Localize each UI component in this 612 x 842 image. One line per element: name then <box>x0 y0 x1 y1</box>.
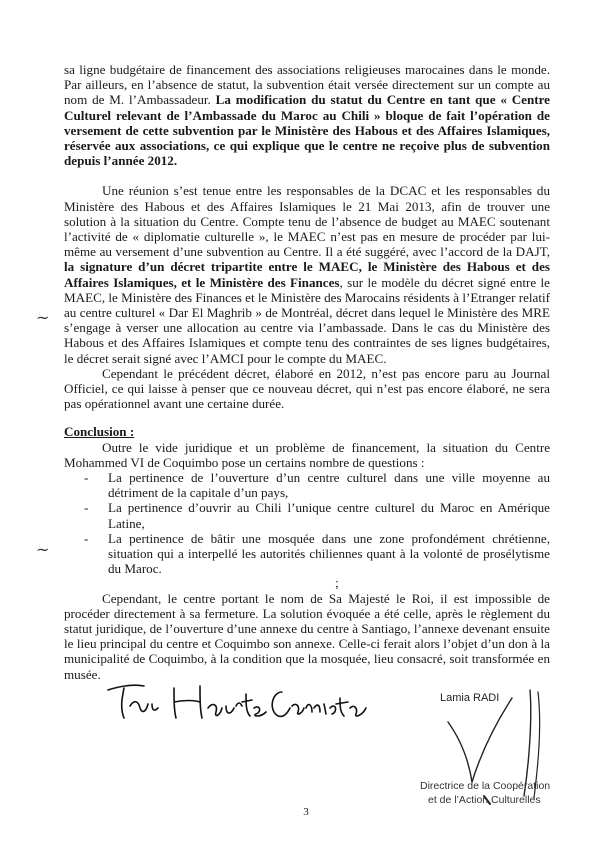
handwritten-signature <box>100 678 370 724</box>
page-number: 3 <box>303 806 309 818</box>
list-item-text: La pertinence de bâtir une mosquée dans une zone profondément chrétienne, situation qui a interpellé les autorités chiliennes quant à la volonté de prosélytisme du Maroc. <box>108 530 550 577</box>
signatory-title-line-1: Directrice de la Coopération <box>420 780 551 792</box>
list-item-text: La pertinence de l’ouverture d’un centre culturel dans une ville moyenne au détriment de la capitale d’un pays, <box>108 470 550 501</box>
list-item <box>64 531 550 577</box>
question-list <box>64 470 550 576</box>
paragraph-1 <box>64 62 550 168</box>
paragraph-4: Outre le vide juridique et un problème de financement, la situation du Centre Mohammed VI de Coquimbo pose un certains nombre de questions : <box>64 439 550 470</box>
list-item <box>64 500 550 530</box>
conclusion-heading: Conclusion : <box>64 424 135 440</box>
list-dash: - <box>84 470 89 486</box>
paragraph-2-text-end: , sur le modèle du décret signé entre le MAEC, le Ministère des Finances et le Ministère des Marocains résidents à l’Etranger relatif au centre culturel « Dar El Maghrib » de Montréal, décret dans lequel le Ministère des MRE s’engage à verser une allocation au centre via l’ambassade. Dans le cas du Ministère des Habous et des Affaires Islamiques et compte tenu des contraintes de ses lignes budgétaires, le décret serait signé avec l’AMCI pour le compte du MAEC. <box>64 274 550 366</box>
signatory-title-line-2: et de l’Action Culturelles <box>428 794 541 806</box>
paragraph-1-bold-text: La modification du statut du Centre en tant que « Centre Culturel relevant de l’Ambassade du Maroc au Chili » bloque de fait l’opération de versement de cette subvention par le Ministère des Habous et des Affaires Islamiques, réservée aux associations, ce qui explique que le centre ne reçoive plus de subvention depuis l’année 2012. <box>64 92 550 169</box>
paragraph-2 <box>64 183 550 365</box>
signatory-name: Lamia RADI <box>440 692 500 704</box>
document-body <box>64 62 550 682</box>
paragraph-5: Cependant, le centre portant le nom de Sa Majesté le Roi, il est impossible de procéder directement à sa fermeture. La solution évoquée a été celle, après le règlement du statut juridique, de l’ouverture d’une annexe du centre à Santiago, l’annexe devenant ensuite le lieu principal du centre et Coquimbo son annexe. Celle-ci ferait alors l’objet d’un don à la municipalité de Coquimbo, à la condition que la mosquée, lieu consacré, soit transformée en musée. <box>64 590 550 682</box>
paragraph-2-bold-text: la signature d’un décret tripartite entre le MAEC, le Ministère des Habous et des Affaires Islamiques, et le Ministère des Finances <box>64 259 550 290</box>
paragraph-1-text: sa ligne budgétaire de financement des associations religieuses marocaines dans le monde. Par ailleurs, en l’absence de statut, la subvention était versée directement sur un compte au nom de M. l’Ambassadeur. <box>64 62 550 108</box>
list-item-text: La pertinence d’ouvrir au Chili l’unique centre culturel du Maroc en Amérique Latine, <box>108 500 550 531</box>
list-dash: - <box>84 500 89 516</box>
margin-mark: ~ <box>36 308 50 327</box>
margin-mark: ~ <box>36 540 50 559</box>
list-dash: - <box>84 530 89 546</box>
paragraph-2-text-start: Une réunion s’est tenue entre les responsables de la DCAC et les responsables du Ministère des Habous et des Affaires Islamiques le 21 Mai 2013, afin de trouver une solution à la situation du Centre. Compte tenu de l’absence de budget au MAEC soutenant l’activité de « diplomatie culturelle », le MAEC n’est pas en mesure de procéder par lui-même au versement d’une subvention au Centre. Il a été suggéré, avec l’accord de la DAJT, <box>64 183 550 260</box>
stray-semicolon: ; <box>335 574 339 590</box>
paragraph-3: Cependant le précédent décret, élaboré en 2012, n’est pas encore paru au Journal Officiel, ce qui laisse à penser que ce nouveau décret, qui n’est pas encore élaboré, ne sera pas opérationnel avant une certaine durée. <box>64 365 550 412</box>
list-item <box>64 470 550 500</box>
